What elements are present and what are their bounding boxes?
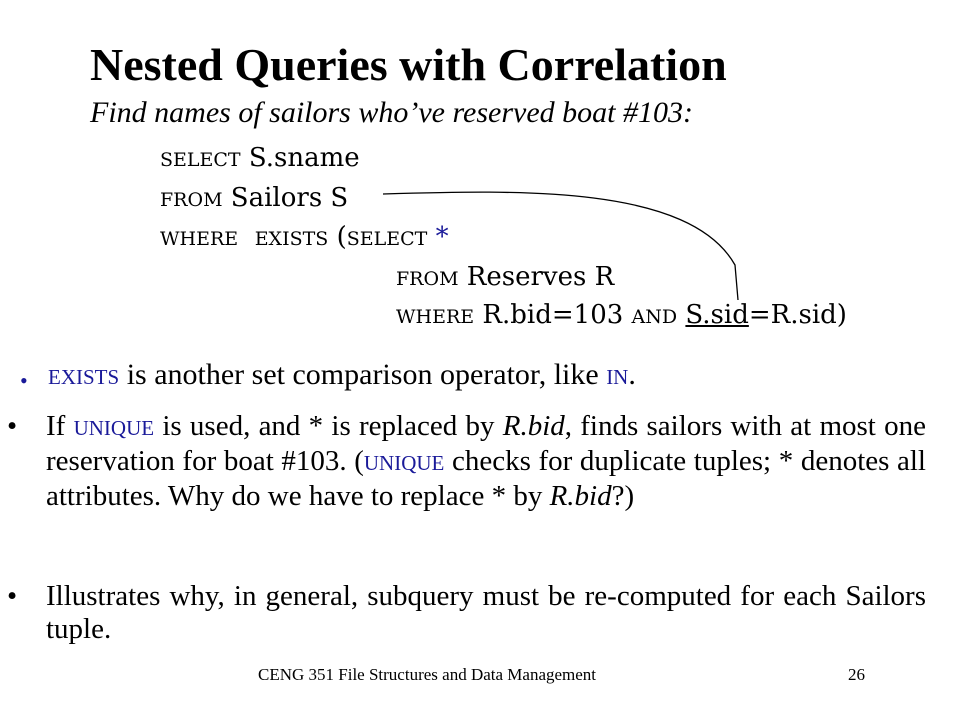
text-run: , finds sailors with at most one reservation for boat #103. (: [46, 410, 926, 477]
bullet-dot: •: [7, 410, 18, 442]
sql-text: Sailors S: [230, 183, 349, 213]
sql-keyword: SELECT: [346, 228, 428, 250]
sql-text: S.sname: [248, 143, 360, 173]
keyword: IN: [606, 365, 629, 389]
sql-keyword: WHERE: [160, 228, 239, 250]
sql-keyword: FROM: [396, 268, 459, 290]
bullet-text: [48, 358, 636, 392]
sql-text: R.bid=103: [482, 300, 624, 330]
footer-page-number: 26: [848, 665, 865, 684]
text-run: checks for duplicate tuples; * denotes all attributes. Why do we have to replace * by: [46, 445, 926, 512]
bullet-text: [46, 410, 926, 513]
sql-correlated-ref: S.sid: [685, 300, 749, 330]
bullet-dot: •: [7, 580, 18, 612]
keyword: UNIQUE: [73, 416, 155, 440]
text-run: If: [46, 410, 74, 442]
sql-keyword: EXISTS: [254, 228, 329, 250]
text-run: is another set comparison operator, like: [119, 358, 607, 391]
sql-paren: (: [336, 222, 347, 252]
sql-keyword: WHERE: [396, 306, 475, 328]
bullet-dot: •: [20, 368, 28, 393]
text-run: is used, and * is replaced by: [154, 410, 503, 442]
sql-keyword: AND: [631, 306, 678, 328]
text-run: .: [628, 358, 636, 391]
keyword: UNIQUE: [363, 451, 445, 475]
correlation-curve: [383, 192, 738, 300]
sql-text: =R.sid): [748, 300, 847, 330]
keyword: EXISTS: [48, 365, 120, 389]
sql-keyword: SELECT: [160, 149, 241, 171]
italic-text: R.bid: [549, 480, 612, 512]
slide-title: Nested Queries with Correlation: [90, 39, 727, 90]
slide-subtitle: Find names of sailors who’ve reserved boat #103:: [90, 96, 693, 129]
sql-star: *: [435, 222, 449, 252]
italic-text: R.bid: [502, 410, 565, 442]
footer-course: CENG 351 File Structures and Data Management: [258, 665, 597, 684]
sql-text: Reserves R: [466, 262, 615, 292]
bullet-text: Illustrates why, in general, subquery must be re-computed for each Sailors tuple.: [46, 580, 926, 645]
text-run: ?): [611, 480, 635, 512]
sql-keyword: FROM: [160, 189, 223, 211]
